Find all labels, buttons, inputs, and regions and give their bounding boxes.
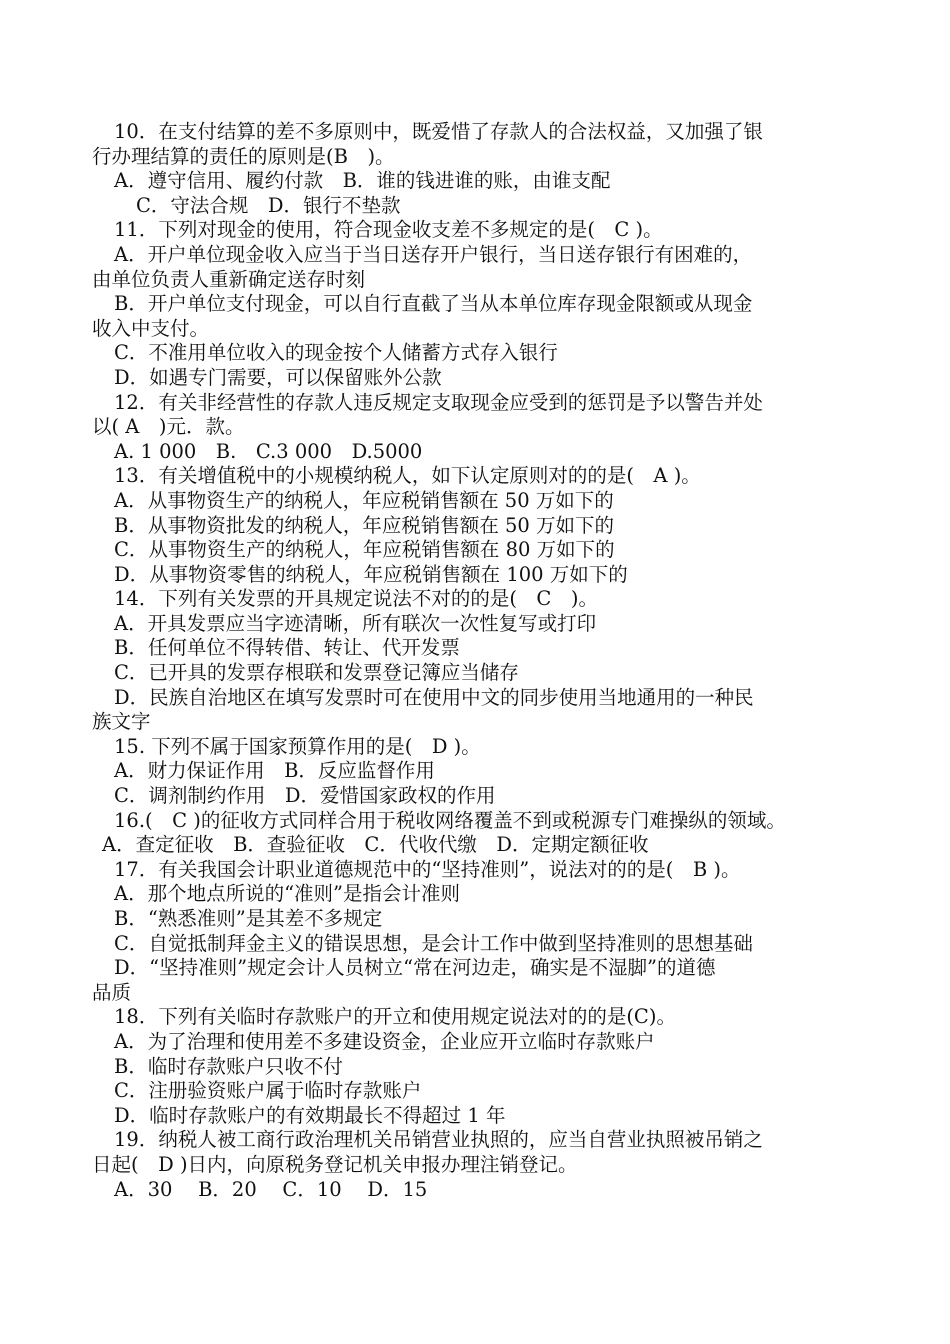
text-line: B．任何单位不得转借、转让、代开发票 <box>114 636 460 660</box>
text-line: C．已开具的发票存根联和发票登记簿应当储存 <box>114 661 519 685</box>
text-line: C．调剂制约作用 D．爱惜国家政权的作用 <box>114 784 496 808</box>
text-line: 族文字 <box>92 710 151 734</box>
text-line: 17．有关我国会计职业道德规范中的“坚持准则”，说法对的的是( B )。 <box>114 857 741 881</box>
text-line: 品质 <box>92 980 132 1004</box>
text-line: 由单位负责人重新确定送存时刻 <box>92 267 366 291</box>
text-line: 10．在支付结算的差不多原则中，既爱惜了存款人的合法权益，又加强了银 <box>114 120 763 143</box>
text-line: 11．下列对现金的使用，符合现金收支差不多规定的是( C )。 <box>114 218 663 242</box>
text-line: B．从事物资批发的纳税人，年应税销售额在 50 万如下的 <box>114 513 615 537</box>
text-line: B．“熟悉准则”是其差不多规定 <box>114 907 383 930</box>
text-line: 19．纳税人被工商行政治理机关吊销营业执照的，应当自营业执照被吊销之 <box>114 1128 763 1152</box>
text-line: C．从事物资生产的纳税人，年应税销售额在 80 万如下的 <box>114 538 615 562</box>
text-line: A．查定征收 B．查验征收 C．代收代缴 D．定期定额征收 <box>102 833 649 857</box>
text-line: C．不准用单位收入的现金按个人储蓄方式存入银行 <box>114 341 558 365</box>
text-line: C．自觉抵制拜金主义的错误思想，是会计工作中做到坚持准则的思想基础 <box>114 931 753 955</box>
text-line: A. 1 000 B. C.3 000 D.5000 <box>114 439 423 463</box>
text-line: 12．有关非经营性的存款人违反规定支取现金应受到的惩罚是予以警告并处 <box>114 390 763 414</box>
text-line: 收入中支付。 <box>92 316 210 340</box>
document-page <box>92 120 862 1202</box>
text-line: 16.( C )的征收方式同样合用于税收网络覆盖不到或税源专门难操纵的领域。 <box>114 808 786 832</box>
text-line: A．从事物资生产的纳税人，年应税销售额在 50 万如下的 <box>114 488 614 512</box>
text-line: A．开户单位现金收入应当于当日送存开户银行，当日送存银行有困难的， <box>114 242 753 266</box>
text-line: A．遵守信用、履约付款 B．谁的钱进谁的账，由谁支配 <box>114 169 611 193</box>
text-line: 18．下列有关临时存款账户的开立和使用规定说法对的的是(C)。 <box>114 1005 676 1029</box>
text-line: B．临时存款账户只收不付 <box>114 1054 343 1078</box>
text-line: 行办理结算的责任的原则是(B )。 <box>92 144 395 168</box>
text-line: A．财力保证作用 B．反应监督作用 <box>114 759 435 783</box>
text-line: D．民族自治地区在填写发票时可在使用中文的同步使用当地通用的一种民 <box>114 685 754 709</box>
text-line: D．“坚持准则”规定会计人员树立“常在河边走，确实是不湿脚”的道德 <box>114 956 716 980</box>
text-line: D．如遇专门需要，可以保留账外公款 <box>114 365 442 389</box>
text-line: A．那个地点所说的“准则”是指会计准则 <box>114 882 461 906</box>
text-line: A．为了治理和使用差不多建设资金，企业应开立临时存款账户 <box>114 1029 655 1053</box>
text-line: B．开户单位支付现金，可以自行直截了当从本单位库存现金限额或从现金 <box>114 292 753 316</box>
text-line: A．30 B．20 C．10 D．15 <box>114 1177 428 1201</box>
text-line: 14．下列有关发票的开具规定说法不对的的是( C )。 <box>114 587 598 611</box>
text-line: 15. 下列不属于国家预算作用的是( D )。 <box>114 734 481 758</box>
text-line: D．从事物资零售的纳税人，年应税销售额在 100 万如下的 <box>114 562 628 586</box>
text-line: C．注册验资账户属于临时存款账户 <box>114 1079 422 1103</box>
text-line: D．临时存款账户的有效期最长不得超过 1 年 <box>114 1103 506 1127</box>
text-line: 以( A )元．款。 <box>92 415 245 439</box>
text-line: A．开具发票应当字迹清晰，所有联次一次性复写或打印 <box>114 611 597 635</box>
text-line: 13．有关增值税中的小规模纳税人，如下认定原则对的的是( A )。 <box>114 464 701 488</box>
text-line: 日起( D )日内，向原税务登记机关申报办理注销登记。 <box>92 1152 578 1176</box>
text-line: C．守法合规 D．银行不垫款 <box>136 193 401 217</box>
